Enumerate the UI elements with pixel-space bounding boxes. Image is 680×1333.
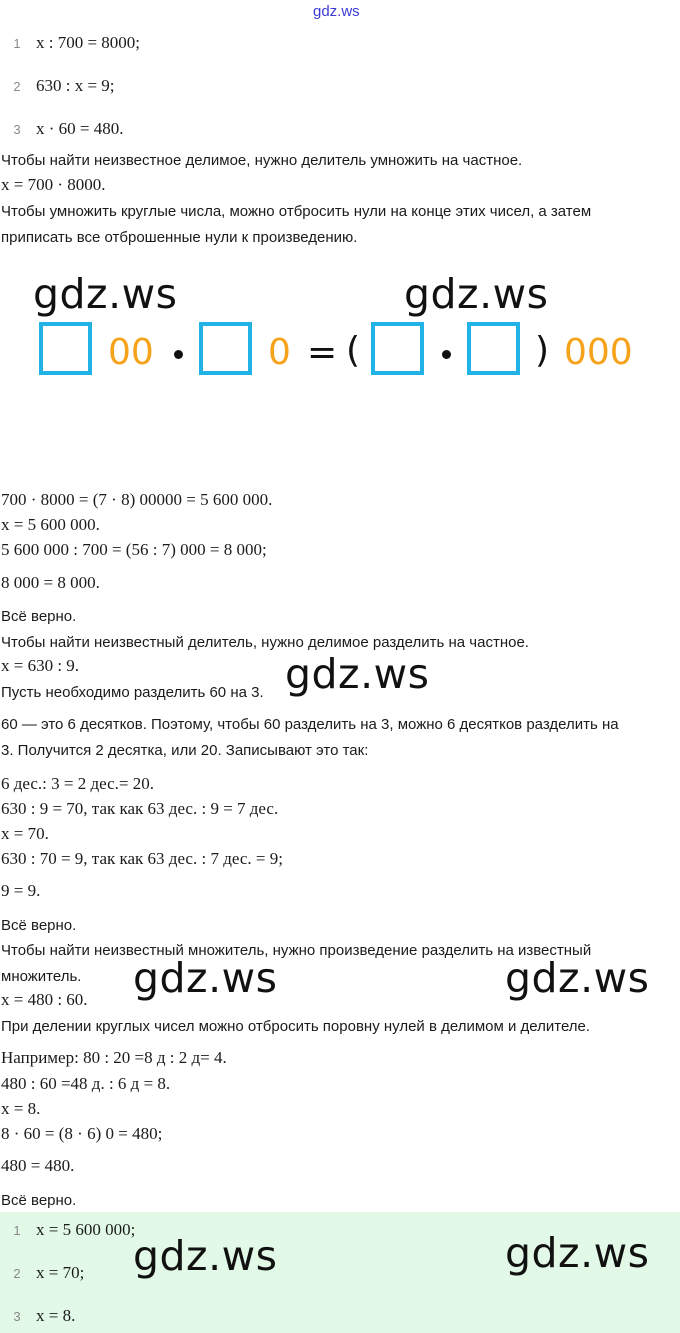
zeros-label: 000: [564, 332, 633, 373]
task-number: 3: [13, 122, 21, 137]
check-line: 480 = 480.: [1, 1156, 75, 1175]
watermark: gdz.ws: [505, 1229, 650, 1277]
empty-box: [467, 322, 520, 375]
answer-expression: x = 70;: [36, 1263, 85, 1282]
watermark: gdz.ws: [505, 954, 650, 1002]
empty-box: [371, 322, 424, 375]
check-line: 9 = 9.: [1, 881, 41, 900]
task-number: 2: [13, 79, 21, 94]
empty-box: [39, 322, 92, 375]
tip-text: Чтобы умножить круглые числа, можно отбросить нули на конце этих чисел, а затем: [1, 203, 592, 220]
verdict-text: Всё верно.: [1, 917, 77, 934]
equation: x = 700 · 8000.: [1, 175, 106, 194]
zeros-label: 00: [108, 332, 154, 373]
right-paren: ): [535, 330, 550, 371]
check-line: 8 · 60 = (8 · 6) 0 = 480;: [1, 1124, 163, 1143]
left-paren: (: [346, 330, 361, 371]
example-line: Например: 80 : 20 =8 д : 2 д= 4.: [1, 1048, 227, 1067]
check-line: 630 : 70 = 9, так как 63 дес. : 7 дес. = 9;: [1, 849, 283, 868]
equals-sign: =: [307, 332, 338, 373]
task-expression: 630 : x = 9;: [36, 76, 115, 95]
intro-text: Пусть необходимо разделить 60 на 3.: [1, 684, 264, 701]
answer-number: 3: [13, 1309, 21, 1324]
multiply-dot: [442, 350, 451, 359]
empty-box: [199, 322, 252, 375]
watermark: gdz.ws: [285, 650, 430, 698]
tip-text: приписать все отброшенные нули к произведению.: [1, 229, 358, 246]
watermark: gdz.ws: [133, 1232, 278, 1280]
equation: x = 630 : 9.: [1, 656, 80, 675]
calculation-line: x = 70.: [1, 824, 49, 843]
rule-text: Чтобы найти неизвестное делимое, нужно делитель умножить на частное.: [1, 152, 523, 169]
task-number: 1: [13, 36, 21, 51]
site-header-link[interactable]: gdz.ws: [313, 3, 360, 20]
equation: x = 480 : 60.: [1, 990, 88, 1009]
verdict-text: Всё верно.: [1, 1192, 77, 1209]
task-expression: x · 60 = 480.: [36, 119, 124, 138]
watermark: gdz.ws: [133, 954, 278, 1002]
calculation-line: x = 8.: [1, 1099, 41, 1118]
watermark: gdz.ws: [33, 270, 178, 318]
tip-text: При делении круглых чисел можно отбросить поровну нулей в делимом и делителе.: [1, 1018, 591, 1035]
calculation-line: 480 : 60 =48 д. : 6 д = 8.: [1, 1074, 171, 1093]
check-line: 5 600 000 : 700 = (56 : 7) 000 = 8 000;: [1, 540, 267, 559]
answer-number: 2: [13, 1266, 21, 1281]
answer-expression: x = 5 600 000;: [36, 1220, 136, 1239]
watermark: gdz.ws: [404, 270, 549, 318]
answer-number: 1: [13, 1223, 21, 1238]
rule-text: множитель.: [1, 968, 82, 985]
calculation-line: x = 5 600 000.: [1, 515, 100, 534]
zeros-label: 0: [268, 332, 291, 373]
verdict-text: Всё верно.: [1, 608, 77, 625]
explanation-text: 3. Получится 2 десятка, или 20. Записывают это так:: [1, 742, 369, 759]
calculation-line: 700 · 8000 = (7 · 8) 00000 = 5 600 000.: [1, 490, 273, 509]
check-line: 8 000 = 8 000.: [1, 573, 100, 592]
explanation-text: 60 — это 6 десятков. Поэтому, чтобы 60 разделить на 3, можно 6 десятков разделить на: [1, 716, 619, 733]
multiply-dot: [174, 350, 183, 359]
rule-text: Чтобы найти неизвестный множитель, нужно произведение разделить на известный: [1, 942, 592, 959]
calculation-line: 6 дес.: 3 = 2 дес.= 20.: [1, 774, 154, 793]
answer-expression: x = 8.: [36, 1306, 76, 1325]
task-expression: x : 700 = 8000;: [36, 33, 141, 52]
calculation-line: 630 : 9 = 70, так как 63 дес. : 9 = 7 дес.: [1, 799, 279, 818]
rule-text: Чтобы найти неизвестный делитель, нужно делимое разделить на частное.: [1, 634, 529, 651]
